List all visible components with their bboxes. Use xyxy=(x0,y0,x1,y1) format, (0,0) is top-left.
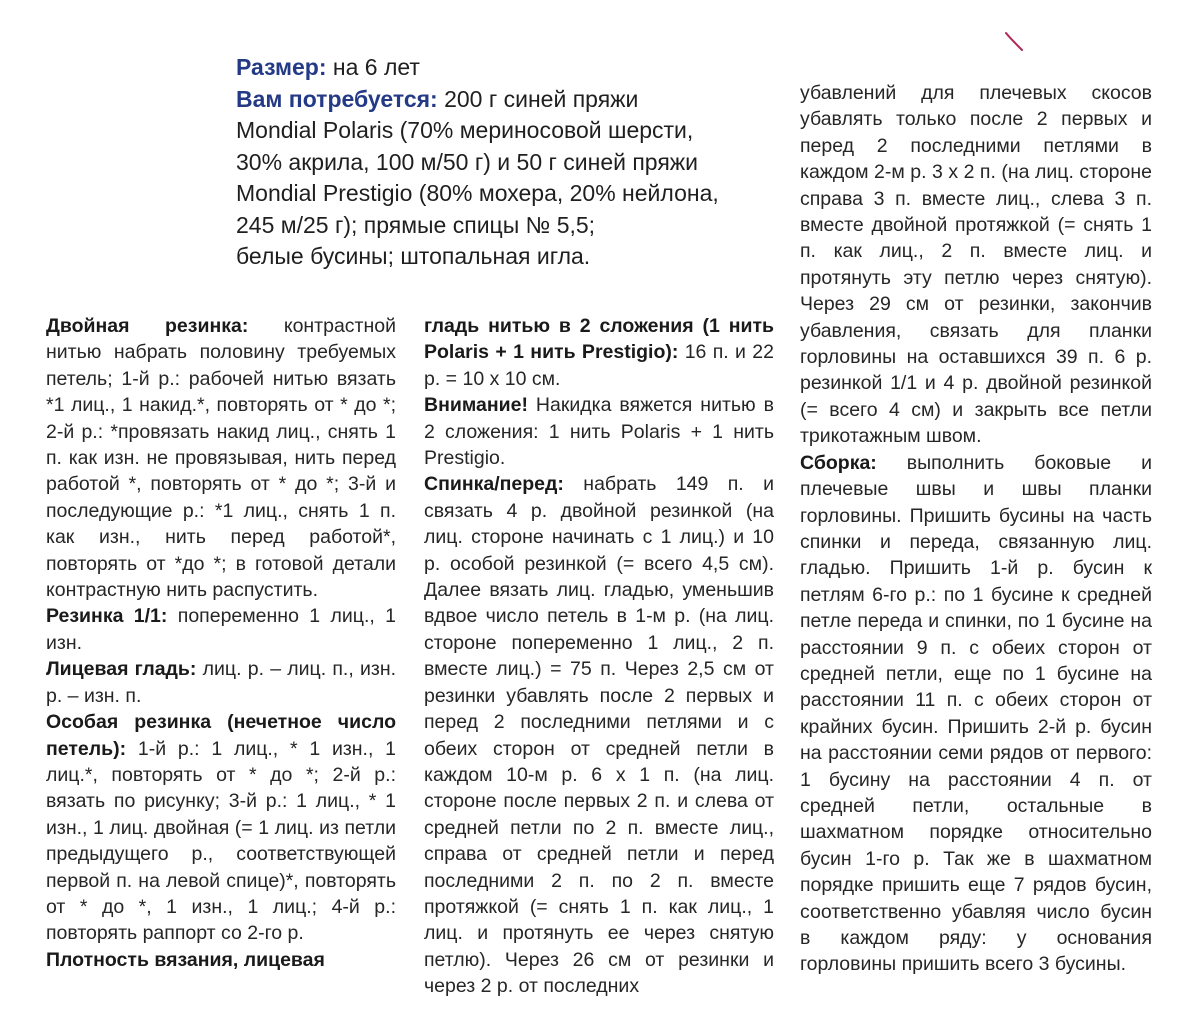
assembly-paragraph xyxy=(800,450,1152,978)
gauge-label: гладь нитью в 2 сложения (1 нить Polaris + 1 нить Prestigio): xyxy=(424,315,774,364)
double-rib-text: контрастной нитью набрать половину требуемых петель; 1-й р.: рабочей нитью вязать *1 лиц., 1 накид.*, повторять от * до *; 2-й р.: *провязать накид лиц., снять 1 п. как изн. не провязывая, нить перед работой *, повторять от * до *; 3-й и последующие р.: *1 лиц., снять 1 п. как изн., нить перед работой*, повторять от *до *; в готовой детали контрастную нить распустить. xyxy=(46,315,396,602)
attention-label: Внимание! xyxy=(424,394,528,417)
special-rib-text: 1-й р.: 1 лиц., * 1 изн., 1 лиц.*, повторять от * до *; 2-й р.: вязать по рисунку; 3-й р.: 1 лиц., * 1 изн., 1 лиц. двойная (= 1 лиц. из петли предыдущего р., соответствующей первой п. на левой спице)*, повторять от * до *, 1 изн., 1 лиц.; 4-й р.: повторять раппорт со 2-го р. xyxy=(46,737,396,945)
needs-label: Вам потребуется: xyxy=(236,85,438,112)
attention-paragraph xyxy=(424,392,774,471)
special-rib-paragraph xyxy=(46,709,396,947)
instructions-column-1 xyxy=(46,313,396,973)
size-value: на 6 лет xyxy=(332,54,420,80)
size-line xyxy=(236,52,796,84)
needs-text-3: 30% акрила, 100 м/50 г) и 50 г синей пряжи xyxy=(236,148,699,175)
double-rib-paragraph xyxy=(46,313,396,603)
size-label: Размер: xyxy=(236,54,327,80)
back-front-paragraph xyxy=(424,471,774,999)
assembly-label: Сборка: xyxy=(800,451,877,474)
attention-text: Накидка вяжется нитью в 2 сложения: 1 нить Polaris + 1 нить Prestigio. xyxy=(424,394,774,470)
rib-1x1-text: попеременно 1 лиц., 1 изн. xyxy=(46,605,396,654)
materials-header xyxy=(236,52,796,273)
double-rib-label: Двойная резинка: xyxy=(46,315,249,337)
needs-line xyxy=(236,84,796,116)
instructions-column-2 xyxy=(424,313,774,1000)
stockinette-label: Лицевая гладь: xyxy=(46,658,197,681)
needs-text-6: белые бусины; штопальная игла. xyxy=(236,243,591,269)
back-front-text: набрать 149 п. и связать 4 р. двойной резинкой (на лиц. стороне начинать с 1 лиц.) и 10 р. особой резинкой (= всего 4,5 см). Далее вязать лиц. гладью, уменьшив вдвое число петель в 1-м р. (на лиц. стороне попеременно 1 лиц., 2 п. вместе лиц.) = 75 п. Через 2,5 см от резинки убавлять после 2 первых и перед 2 последними петлями и с обеих сторон от средней петли в каждом 10-м р. 6 х 1 п. (на лиц. стороне после первых 2 п. и слева от средней петли по 2 п. вместе лиц., справа от средней петли и перед последними 2 п. по 2 п. вместе протяжкой (= снять 1 п. как лиц., 1 лиц. и протянуть ее через снятую петлю). Через 26 см от резинки и через 2 р. от последних xyxy=(424,473,774,998)
instructions-column-3 xyxy=(800,80,1152,978)
shoulder-paragraph: убавлений для плечевых скосов убавлять только после 2 первых и перед 2 последними петлями в каждом 2-м р. 3 х 2 п. (на лиц. стороне справа 3 п. вместе лиц., слева 3 п. вместе двойной протяжкой (= снять 1 п. как лиц., 2 п. вместе лиц. и протянуть эту петлю через снятую). Через 29 см от резинки, закончив убавления, связать для планки горловины на оставшихся 39 п. 6 р. резинкой 1/1 и 4 р. двойной резинкой (= всего 4 см) и закрыть все петли трикотажным швом. xyxy=(800,82,1152,448)
needs-text-2: Mondial Polaris (70% мериносовой шерсти, xyxy=(236,117,694,143)
assembly-text: выполнить боковые и плечевые швы и швы планки горловины. Пришить бусины на часть спинки и переда, связанную лиц. гладью. Пришить 1-й р. бусин к петлям 6-го р.: по 1 бусине к средней петле переда и спинки, по 1 бусине на расстоянии 9 п. с обеих сторон от средней петли, еще по 1 бусине на расстоянии 11 п. с обеих сторон от крайних бусин. Пришить 2-й р. бусин на расстоянии семи рядов от первого: 1 бусину на расстоянии 4 п. от средней петли, остальные в шахматном порядке относительно бусин 1-го р. Так же в шахматном порядке пришить еще 7 рядов бусин, соответственно убавляя число бусин в каждом ряду: у основания горловины пришить всего 3 бусины. xyxy=(800,451,1152,976)
special-rib-label: Особая резинка (нечетное число петель): xyxy=(46,711,396,760)
back-front-label: Спинка/перед: xyxy=(424,473,564,496)
needs-text-5: 245 м/25 г); прямые спицы № 5,5; xyxy=(236,211,596,238)
needs-text-4: Mondial Prestigio (80% мохера, 20% нейлона, xyxy=(236,180,719,206)
needs-text-1: 200 г синей пряжи xyxy=(444,85,639,112)
gauge-text: 16 п. и 22 р. = 10 х 10 см. xyxy=(424,341,774,390)
pen-mark-icon xyxy=(1002,30,1026,54)
rib-1x1-label: Резинка 1/1: xyxy=(46,605,168,628)
stockinette-paragraph xyxy=(46,656,396,709)
gauge-label-start: Плотность вязания, лицевая xyxy=(46,948,325,971)
gauge-paragraph xyxy=(424,313,774,392)
stockinette-text: лиц. р. – лиц. п., изн. р. – изн. п. xyxy=(46,658,397,707)
gauge-paragraph-start xyxy=(46,947,396,973)
rib-1x1-paragraph xyxy=(46,603,396,656)
